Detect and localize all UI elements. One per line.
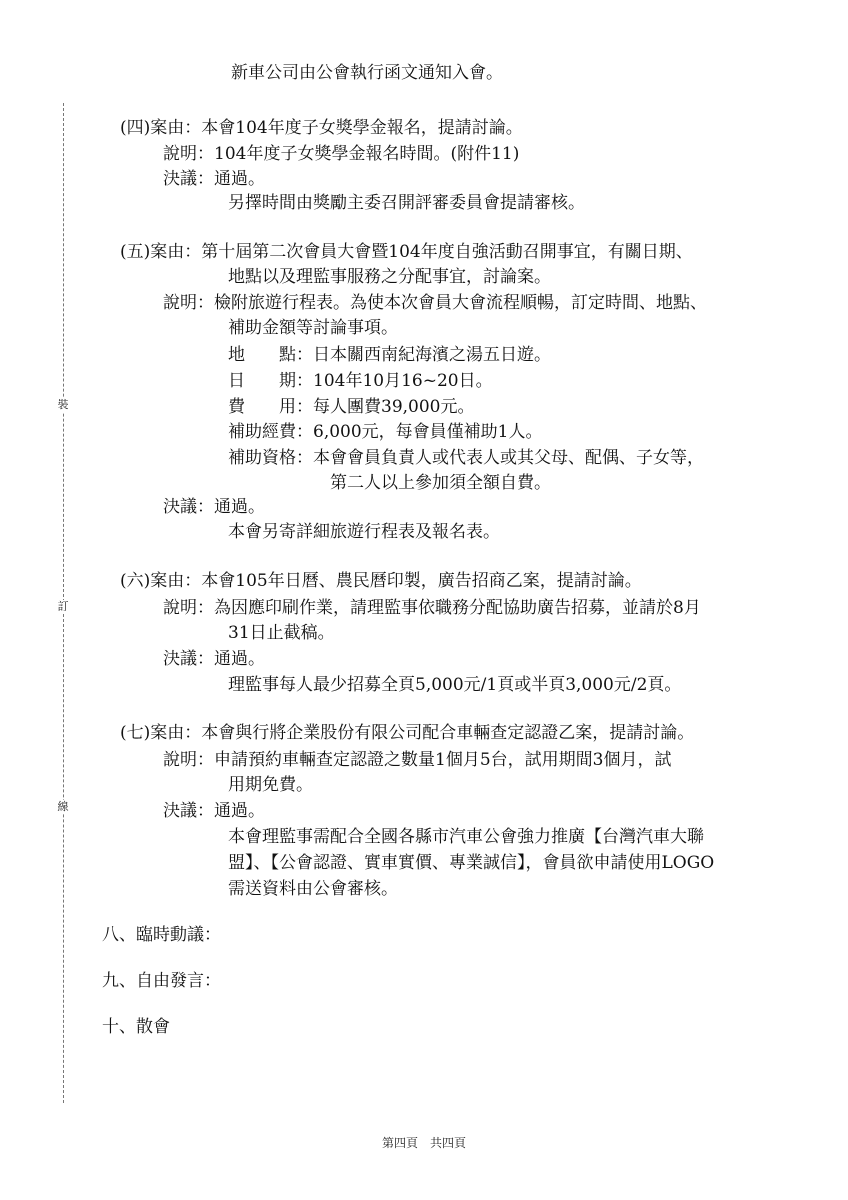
- section-8-heading: 八、臨時動議：: [102, 925, 221, 945]
- item7-explain-line1: 說明：申請預約車輛查定認證之數量1個月5台，試用期間3個月，試: [163, 750, 672, 770]
- item5-resolution-note: 本會另寄詳細旅遊行程表及報名表。: [228, 522, 500, 542]
- section-10-heading: 十、散會: [102, 1017, 170, 1037]
- item7-resolution-note-line3: 需送資料由公會審核。: [228, 879, 398, 899]
- item5-place: 地 點：日本關西南紀海濱之湯五日遊。: [228, 345, 551, 365]
- binding-mark-ding: 訂: [57, 600, 69, 613]
- item5-case-line2: 地點以及理監事服務之分配事宜，討論案。: [228, 267, 551, 287]
- item6-explain-line1: 說明：為因應印刷作業，請理監事依職務分配協助廣告招募，並請於8月: [163, 598, 701, 618]
- binding-mark-zhuang: 裝: [57, 398, 69, 411]
- item5-resolution: 決議：通過。: [163, 497, 265, 517]
- item5-eligibility-line2: 第二人以上參加須全額自費。: [330, 473, 551, 493]
- item7-resolution-note-line2: 盟】、【公會認證、實車實價、專業誠信】，會員欲申請使用LOGO: [228, 853, 715, 873]
- item6-resolution: 決議：通過。: [163, 649, 265, 669]
- item5-date: 日 期：104年10月16~20日。: [228, 371, 493, 391]
- item7-case: (七)案由：本會與行將企業股份有限公司配合車輛查定認證乙案，提請討論。: [120, 723, 695, 743]
- item6-case: (六)案由：本會105年日曆、農民曆印製，廣告招商乙案，提請討論。: [120, 571, 642, 591]
- binding-mark-xian: 線: [57, 800, 69, 813]
- item7-explain-line2: 用期免費。: [228, 775, 313, 795]
- item5-explain-line1: 說明：檢附旅遊行程表。為使本次會員大會流程順暢，訂定時間、地點、: [163, 293, 707, 313]
- item5-case-line1: (五)案由：第十屆第二次會員大會暨104年度自強活動召開事宜，有關日期、: [120, 242, 693, 262]
- item4-explain: 說明：104年度子女獎學金報名時間。(附件11): [163, 144, 520, 164]
- item6-resolution-note: 理監事每人最少招募全頁5,000元/1頁或半頁3,000元/2頁。: [228, 675, 682, 695]
- item5-explain-line2: 補助金額等討論事項。: [228, 318, 398, 338]
- section-9-heading: 九、自由發言：: [102, 971, 221, 991]
- page-number-footer: 第四頁 共四頁: [381, 1136, 466, 1150]
- item7-resolution-note-line1: 本會理監事需配合全國各縣市汽車公會強力推廣【台灣汽車大聯: [228, 827, 704, 847]
- top-line: 新車公司由公會執行函文通知入會。: [231, 63, 503, 83]
- item6-explain-line2: 31日止截稿。: [228, 623, 335, 643]
- item4-case: (四)案由：本會104年度子女獎學金報名，提請討論。: [120, 118, 523, 138]
- item5-fee: 費 用：每人團費39,000元。: [228, 397, 475, 417]
- item7-resolution: 決議：通過。: [163, 801, 265, 821]
- item5-eligibility-line1: 補助資格：本會會員負責人或代表人或其父母、配偶、子女等，: [228, 448, 704, 468]
- item4-resolution: 決議：通過。: [163, 169, 265, 189]
- item5-subsidy: 補助經費：6,000元，每會員僅補助1人。: [228, 422, 543, 442]
- item4-resolution-note: 另擇時間由獎勵主委召開評審委員會提請審核。: [228, 193, 585, 213]
